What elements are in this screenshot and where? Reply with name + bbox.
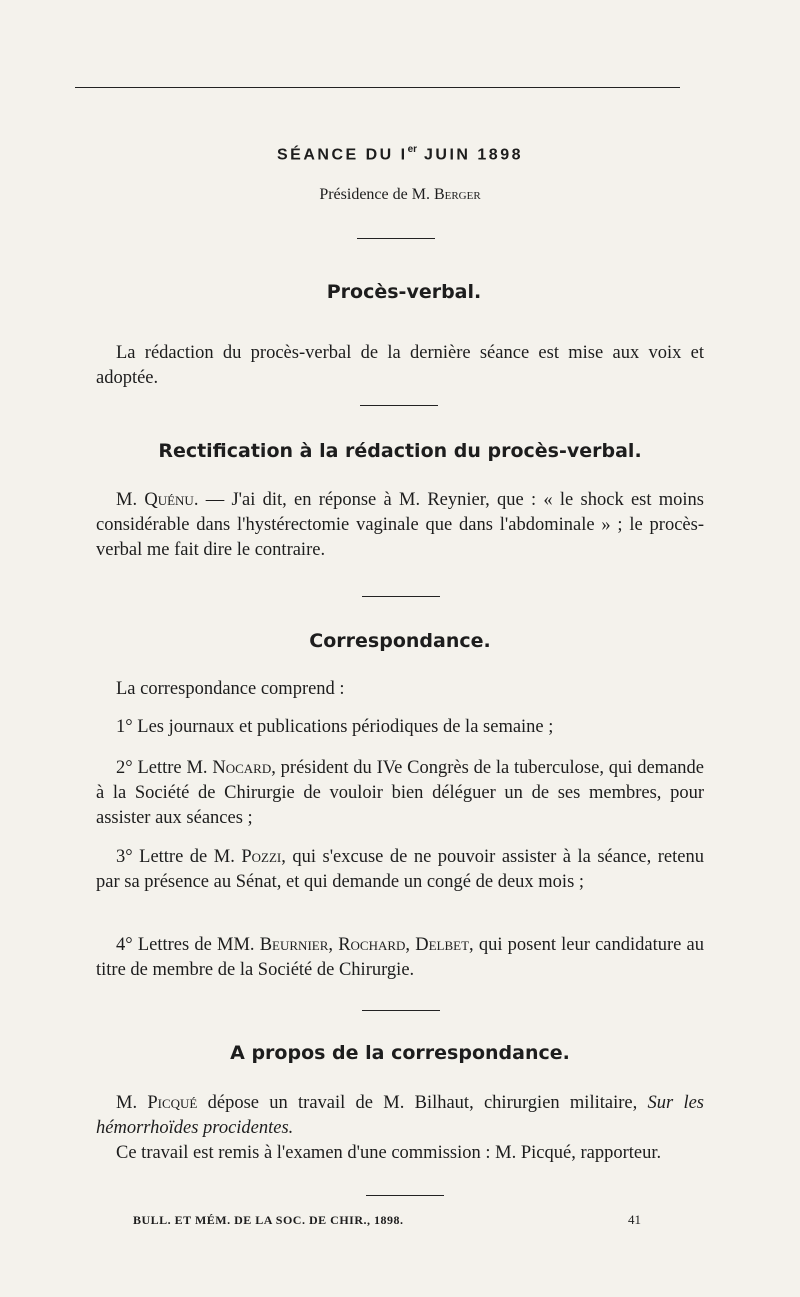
proces-verbal-text: La rédaction du procès-verbal de la dernière séance est mise aux voix et adoptée. [96,343,704,388]
heading-correspondance: Correspondance. [309,630,491,652]
session-title: SÉANCE DU Ier JUIN 1898 [276,144,523,164]
corr-item-3: 3° Lettre de M. Pozzi, qui s'excuse de ne pouvoir assister à la séance, retenu par sa présence au Sénat, et qui demande un congé de deux mois ; [96,847,704,892]
separator-1 [357,238,435,239]
separator-4 [362,1010,440,1011]
a-propos-text-2: Ce travail est remis à l'examen d'une commission : M. Picqué, rapporteur. [116,1143,662,1163]
heading-proces-verbal: Procès-verbal. [326,281,482,303]
quenu-name: Quénu [144,490,194,510]
corr-item-1: 1° Les journaux et publications périodiques de la semaine ; [116,717,554,737]
heading-a-propos: A propos de la correspondance. [230,1042,570,1064]
corr-intro: La correspondance comprend : [116,679,345,699]
president-name: Berger [433,186,481,203]
rectification-text: M. Quénu. — J'ai dit, en réponse à M. Reynier, que : « le shock est moins considérable dans l'hystérectomie vaginale que dans l'abdominale » ; le procès-verbal me fait dire le contraire. [96,490,704,560]
a-propos-text: M. Picqué dépose un travail de M. Bilhaut, chirurgien militaire, Sur les hémorrhoïdes procidentes. [96,1093,704,1138]
corr-item-4: 4° Lettres de MM. Beurnier, Rochard, Delbet, qui posent leur candidature au titre de membre de la Société de Chirurgie. [96,935,704,980]
corr-item-2: 2° Lettre M. Nocard, président du IVe Congrès de la tuberculose, qui demande à la Société de Chirurgie de vouloir bien déléguer un de ses membres, pour assister aux séances ; [96,758,704,828]
separator-2 [360,405,438,406]
top-rule [75,87,680,88]
presidence-line: Présidence de M. Berger [319,186,481,203]
footer-citation: BULL. ET MÉM. DE LA SOC. DE CHIR., 1898. [133,1213,404,1227]
page-number: 41 [628,1212,641,1227]
heading-rectification: Rectification à la rédaction du procès-verbal. [158,440,642,462]
work-title: Sur les hémorrhoïdes procidentes. [96,1093,704,1138]
separator-3 [362,596,440,597]
separator-5 [366,1195,444,1196]
